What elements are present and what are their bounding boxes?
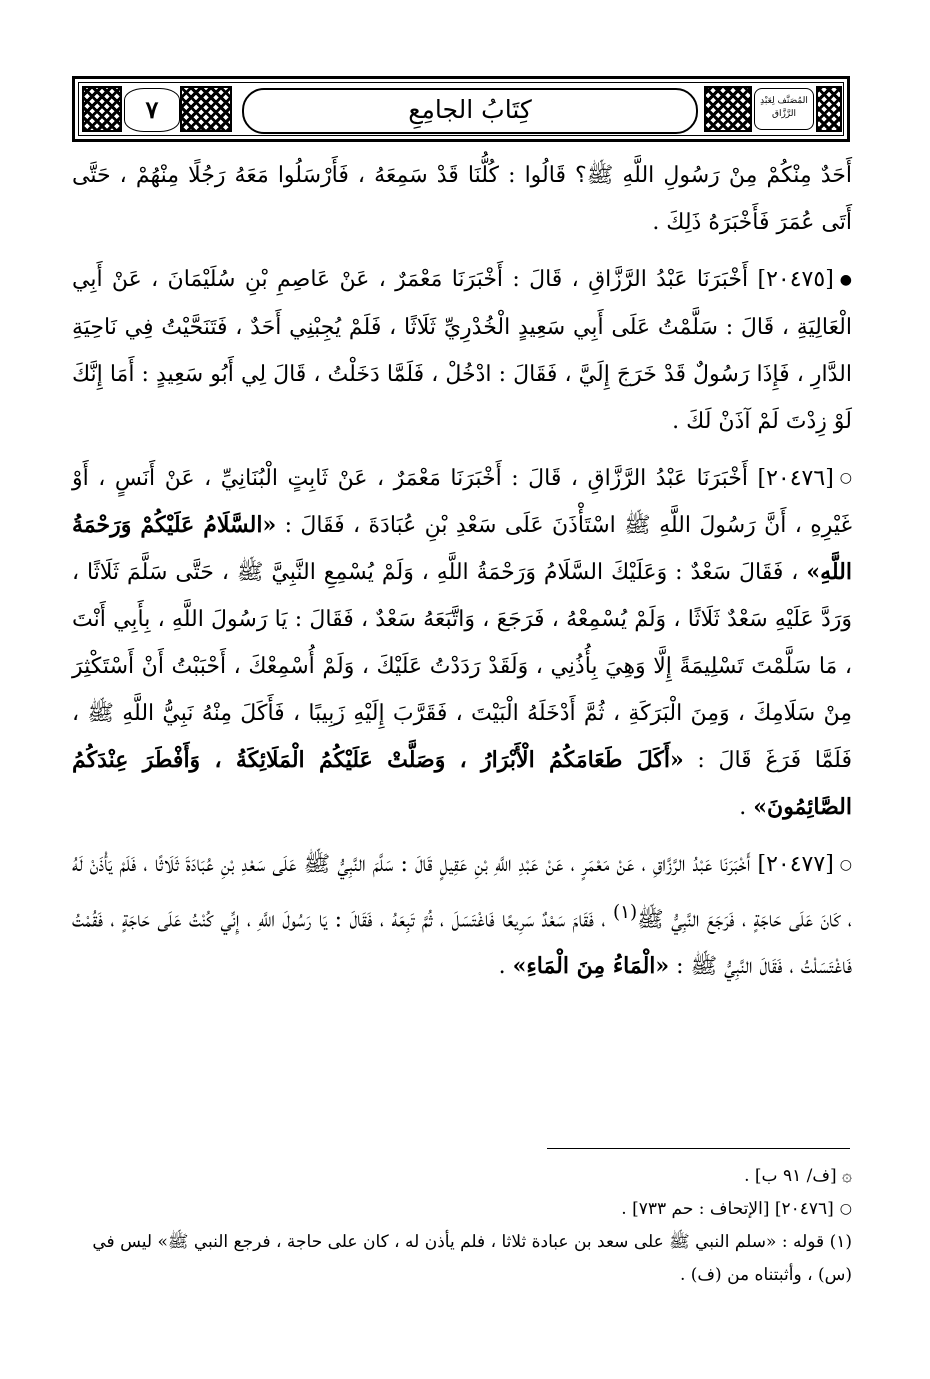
footnotes xyxy=(72,1160,852,1292)
footnote-separator xyxy=(547,1148,850,1149)
hadith-text: ، فَقَالَ سَعْدٌ : وَعَلَيْكَ السَّلَامُ وَرَحْمَةُ اللَّهِ ، وَلَمْ يُسْمِعِ النَّبِيَّ ﷺ ، حَتَّى سَلَّمَ ثَلَاثًا ، وَرَدَّ عَلَيْهِ سَعْدٌ ثَلَاثًا ، وَلَمْ يُسْمِعْهُ ، فَرَجَعَ ، وَاتَّبَعَهُ سَعْدٌ ، فَقَالَ : يَا رَسُولَ اللَّهِ ، بِأَبِي أَنْتَ ، مَا سَلَّمْتَ تَسْلِيمَةً إِلَّا وَهِيَ بِأُذُنِي ، وَلَقَدْ رَدَدْتُ عَلَيْكَ ، وَلَمْ أُسْمِعْكَ ، أَحْبَبْتُ أَنْ أَسْتَكْثِرَ مِنْ سَلَامِكَ ، وَمِنَ الْبَرَكَةِ ، ثُمَّ أَدْخَلَهُ الْبَيْتَ ، فَقَرَّبَ إِلَيْهِ زَبِيبًا ، فَأَكَلَ مِنْهُ نَبِيُّ اللَّهِ ﷺ ، فَلَمَّا فَرَغَ قَالَ : xyxy=(72,560,852,773)
page-number: ٧ xyxy=(124,88,180,132)
hadith-text: . xyxy=(498,953,506,979)
running-header xyxy=(72,76,850,142)
hadith-text: أَخْبَرَنَا عَبْدُ الرَّزَّاقِ ، قَالَ : أَخْبَرَنَا مَعْمَرٌ ، عَنْ ثَابِتٍ الْبُنَانِيِّ ، عَنْ أَنَسٍ ، أَوْ غَيْرِهِ ، أَنَّ رَسُولَ اللَّهِ ﷺ اسْتَأْذَنَ عَلَى سَعْدِ بْنِ عُبَادَةَ ، فَقَالَ : xyxy=(72,465,853,538)
hollow-circle-marker-icon: ○ xyxy=(839,470,852,486)
hadith-number: [٢٠٤٧٥] xyxy=(757,267,834,292)
hadith-20477 xyxy=(72,841,852,990)
prophetic-quote: «أَكَلَ طَعَامَكُمُ الْأَبْرَارُ ، وَصَلَّتْ عَلَيْكُمُ الْمَلَائِكَةُ ، وَأَفْطَرَ عِنْدَكُمُ الصَّائِمُونَ» xyxy=(72,747,852,820)
ithaf-note xyxy=(72,1193,852,1226)
hadith-text: ، فَقَامَ سَعْدٌ سَرِيعًا فَاغْتَسَلَ ، ثُمَّ تَبِعَهُ ، فَقَالَ : يَا رَسُولَ اللَّهِ ، إِنِّي كُنْتُ عَلَى حَاجَةٍ ، فَقُمْتُ فَاغْتَسَلْتُ ، فَقَالَ النَّبِيُّ ﷺ : xyxy=(72,906,852,979)
main-text xyxy=(72,152,852,1000)
brand-logo: المُصَنَّف لِعَبْدِ الرَّزَّاق xyxy=(754,88,814,130)
hadith-text: . xyxy=(739,795,747,820)
hadith-number: [٢٠٤٧٦] xyxy=(757,465,834,491)
hadith-text: أَخْبَرَنَا عَبْدُ الرَّزَّاقِ ، قَالَ : أَخْبَرَنَا مَعْمَرٌ ، عَنْ عَاصِمِ بْنِ سُلَيْمَانَ ، عَنْ أَبِي الْعَالِيَةِ ، قَالَ : سَلَّمْتُ عَلَى أَبِي سَعِيدٍ الْخُدْرِيِّ ثَلَاثًا ، فَلَمْ يُجِبْنِي أَحَدٌ ، فَتَنَحَّيْتُ فِي نَاحِيَةِ الدَّارِ ، فَإِذَا رَسُولٌ قَدْ خَرَجَ إِلَيَّ ، فَقَالَ : ادْخُلْ ، فَلَمَّا دَخَلْتُ ، قَالَ لِي أَبُو سَعِيدٍ : أَمَا إِنَّكَ لَوْ زِدْتَ لَمْ آذَنْ لَكَ . xyxy=(72,267,853,434)
prophetic-quote: «الْمَاءُ مِنَ الْمَاءِ» xyxy=(512,952,670,979)
prophetic-quote: «السَّلَامُ عَلَيْكُمْ وَرَحْمَةُ اللَّهِ» xyxy=(72,512,852,585)
continuation-paragraph: أَحَدٌ مِنْكُمْ مِنْ رَسُولِ اللَّهِ ﷺ؟ قَالُوا : كُلُّنَا قَدْ سَمِعَهُ ، فَأَرْسَلُوا مَعَهُ رَجُلًا مِنْهُمْ ، حَتَّى أَتَى عُمَرَ فَأَخْبَرَهُ ذَلِكَ . xyxy=(72,163,852,235)
hollow-circle-marker-icon: ○ xyxy=(839,1201,852,1217)
footnote-1: (١) قوله : «سلم النبي ﷺ على سعد بن عبادة ثلاثا ، فلم يأذن له ، كان على حاجة ، فرجع النبي ﷺ» ليس في (س) ، وأثبتناه من (ف) . xyxy=(92,1232,852,1285)
ithaf-note-text: [٢٠٤٧٦] [الإتحاف : حم ٧٣٣] . xyxy=(621,1199,834,1219)
hadith-20475 xyxy=(72,256,852,445)
ornament-left-inner xyxy=(180,86,232,132)
hadith-20476 xyxy=(72,455,852,832)
footnote-ref: (١) xyxy=(612,901,638,923)
ornament-left-outer xyxy=(82,86,122,132)
hadith-number: [٢٠٤٧٧] xyxy=(757,852,834,877)
ornament-right-inner xyxy=(704,86,752,132)
hadith-text: أَخْبَرَنَا عَبْدُ الرَّزَّاقِ ، عَنْ مَعْمَرٍ ، عَنْ عَبْدِ اللَّهِ بْنِ عَقِيلٍ قَالَ : سَلَّمَ النَّبِيُّ ﷺ عَلَى سَعْدِ بْنِ عُبَادَةَ ثَلَاثًا ، فَلَمْ يَأْذَنْ لَهُ ، كَانَ عَلَى حَاجَةٍ ، فَرَجَعَ النَّبِيُّ ﷺ xyxy=(72,852,853,932)
hollow-circle-marker-icon: ○ xyxy=(839,856,852,873)
book-title: كِتَابُ الجامِعِ xyxy=(242,88,698,134)
filled-circle-marker-icon: ● xyxy=(839,271,852,288)
manuscript-folio-note: ۞ [ف/ ٩١ ب] . xyxy=(744,1166,852,1186)
ornament-right-outer xyxy=(816,86,842,132)
